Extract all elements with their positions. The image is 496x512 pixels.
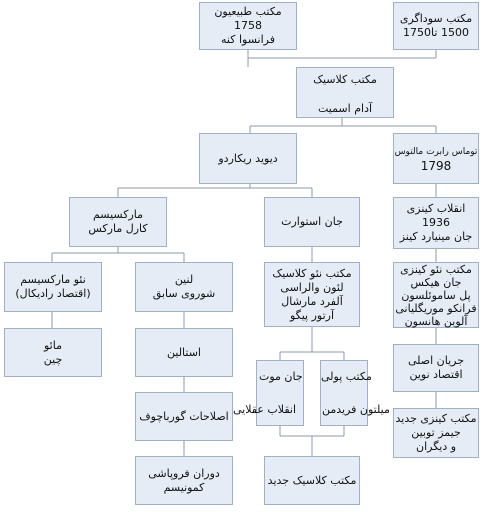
rational-expectations-label: انقلاب عقلایی bbox=[233, 403, 297, 416]
node-physiocrats-line-3: فرانسوا کنه bbox=[221, 33, 275, 46]
node-mainstream-line-2: اقتصاد نوین bbox=[409, 368, 463, 381]
node-keynesian-revolution-line-3: جان مینیارد کینز bbox=[399, 230, 473, 243]
friedman-label: میلتون فریدمن bbox=[322, 403, 390, 416]
node-neoclassical bbox=[264, 262, 360, 327]
node-communism-collapse bbox=[135, 456, 233, 505]
node-neo-marxism bbox=[4, 262, 102, 312]
node-lenin-line-2: شوروی سابق bbox=[152, 287, 216, 300]
node-mercantilism-line-2: 1500 تا1750 bbox=[403, 26, 469, 39]
node-marxism-line-1: مارکسیسم bbox=[92, 208, 144, 221]
node-new-keynesian bbox=[393, 408, 479, 458]
node-neoclassical-line-1: مکتب نئو کلاسیک bbox=[272, 266, 352, 280]
node-gorbachev-line-1: اصلاحات گورباچوف bbox=[139, 409, 229, 423]
node-mainstream-line-1: جریان اصلی bbox=[407, 354, 465, 367]
node-physiocrats-line-1: مکتب طبیعیون bbox=[214, 5, 282, 18]
node-neoclassical-line-4: آرتور پیگو bbox=[289, 308, 335, 322]
node-mercantilism-line-1: مکتب سوداگری bbox=[399, 12, 473, 25]
node-neo-keynesian-line-4: فرانکو موریگلیانی bbox=[395, 301, 477, 315]
node-stalin bbox=[135, 328, 233, 377]
john-muth-label: جان موت bbox=[259, 370, 303, 383]
node-physiocrats-line-2: 1758 bbox=[234, 19, 262, 32]
node-keynesian-revolution-line-2: 1936 bbox=[422, 216, 450, 229]
node-new-classical-line-1: مکتب کلاسیک جدید bbox=[267, 473, 357, 487]
monetarism-label: مکتب پولی bbox=[321, 370, 372, 383]
node-marxism-line-2: کارل مارکس bbox=[88, 222, 148, 235]
node-lenin bbox=[135, 262, 233, 312]
node-neoclassical-line-3: آلفرد مارشال bbox=[281, 294, 343, 308]
node-neoclassical-line-2: لئون والراسی bbox=[280, 280, 344, 294]
node-neo-keynesian bbox=[393, 262, 479, 328]
node-neo-keynesian-line-2: جان هیکس bbox=[410, 275, 462, 289]
node-neo-keynesian-line-3: پل ساموئلسون bbox=[401, 288, 471, 302]
node-new-keynesian-line-1: مکتب کینزی جدید bbox=[395, 412, 477, 425]
node-keynesian-revolution bbox=[393, 197, 479, 249]
node-mercantilism bbox=[393, 2, 479, 50]
node-mao-line-1: مائو bbox=[44, 338, 62, 352]
node-stalin-line-1: استالین bbox=[167, 345, 201, 359]
node-malthus-line-1: توماس رابرت مالتوس bbox=[394, 146, 478, 157]
node-mao-line-2: چین bbox=[43, 352, 63, 366]
node-new-keynesian-line-2: جیمز توبین bbox=[411, 426, 461, 439]
node-neo-marxism-line-2: (اقتصاد رادیکال) bbox=[15, 287, 91, 300]
node-ricardo-line-1: دیوید ریکاردو bbox=[218, 151, 278, 165]
node-classical-line-2: آدام اسمیت bbox=[317, 102, 373, 115]
node-mill-line-1: جان استوارت bbox=[281, 215, 343, 228]
node-new-classical bbox=[264, 456, 360, 505]
node-malthus-line-2: 1798 bbox=[420, 158, 452, 173]
node-malthus bbox=[393, 133, 479, 184]
node-keynesian-revolution-line-1: انقلاب کینزی bbox=[406, 202, 466, 215]
node-communism-collapse-line-1: دوران فروپاشی bbox=[148, 466, 220, 480]
node-ricardo bbox=[199, 133, 297, 184]
node-mainstream bbox=[393, 344, 479, 392]
node-classical-line-1: مکتب کلاسیک bbox=[313, 73, 377, 86]
node-mao bbox=[4, 328, 102, 377]
node-neo-keynesian-line-5: آلوین هانسون bbox=[404, 314, 468, 328]
node-mill bbox=[264, 197, 360, 247]
node-new-keynesian-line-3: و دیگران bbox=[415, 440, 457, 453]
node-physiocrats bbox=[199, 2, 297, 50]
node-neo-keynesian-line-1: مکتب نئو کینزی bbox=[400, 262, 472, 276]
node-marxism bbox=[69, 197, 167, 247]
node-neo-marxism-line-1: نئو مارکسیسم bbox=[20, 273, 86, 286]
node-classical bbox=[296, 67, 394, 118]
node-lenin-line-1: لنین bbox=[174, 273, 194, 286]
node-communism-collapse-line-2: کمونیسم bbox=[163, 480, 205, 494]
node-gorbachev bbox=[135, 392, 233, 441]
